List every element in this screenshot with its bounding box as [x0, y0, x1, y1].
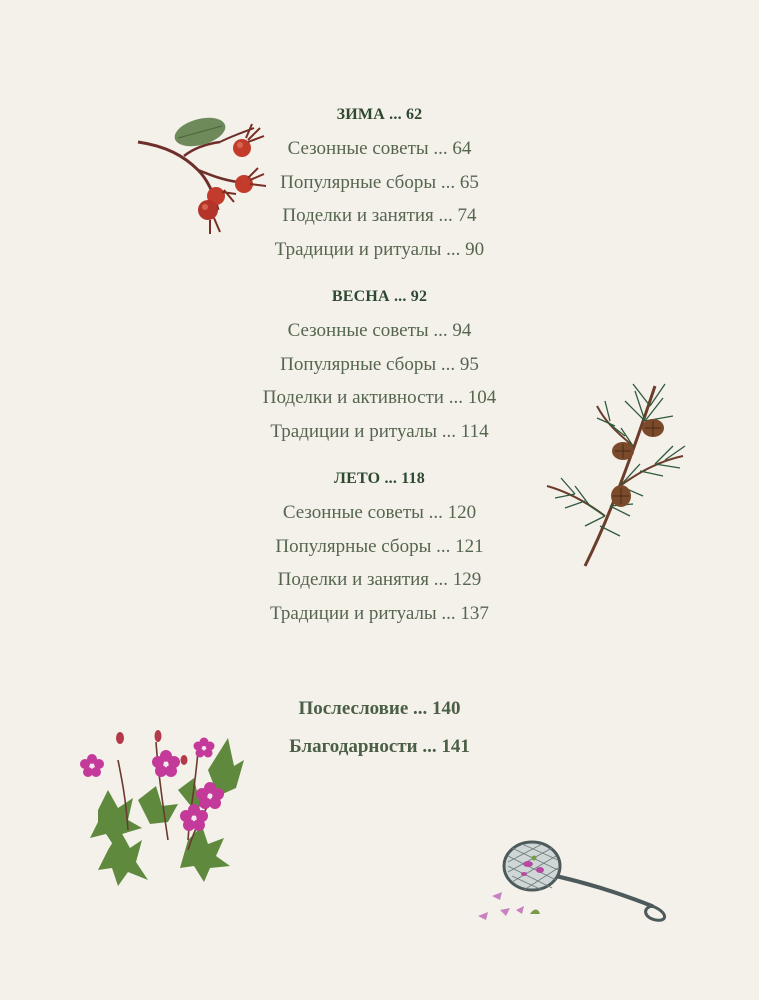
entry-spring-tips: Сезонные советы ... 94: [287, 320, 472, 341]
entry-summer-blends: Популярные сборы ... 121: [275, 535, 484, 557]
section-heading-winter: ЗИМА ... 62: [336, 106, 423, 123]
entry-spring-blends: Популярные сборы ... 95: [280, 353, 479, 375]
section-heading-spring: ВЕСНА ... 92: [331, 288, 428, 305]
entry-summer-traditions: Традиции и ритуалы ... 137: [270, 602, 489, 624]
entry-winter-tips: Сезонные советы ... 64: [287, 138, 472, 159]
section-heading-summer: ЛЕТО ... 118: [333, 470, 426, 487]
entry-winter-blends: Популярные сборы ... 65: [280, 171, 479, 193]
entry-summer-crafts: Поделки и занятия ... 129: [277, 569, 482, 590]
entry-afterword: Послесловие ... 140: [298, 698, 461, 719]
section-spring: [0, 280, 759, 448]
entry-acknowledgements: Благодарности ... 141: [289, 736, 470, 757]
tea-strainer-illustration: [472, 836, 672, 926]
entry-spring-crafts: Поделки и активности ... 104: [262, 387, 497, 408]
entry-summer-tips: Сезонные советы ... 120: [282, 502, 477, 523]
section-winter: [0, 98, 759, 266]
entry-spring-traditions: Традиции и ритуалы ... 114: [270, 420, 489, 442]
closing-entries: [0, 690, 759, 766]
entry-winter-traditions: Традиции и ритуалы ... 90: [274, 238, 485, 260]
contents-list: [0, 98, 759, 630]
section-summer: [0, 462, 759, 630]
entry-winter-crafts: Поделки и занятия ... 74: [282, 205, 477, 226]
